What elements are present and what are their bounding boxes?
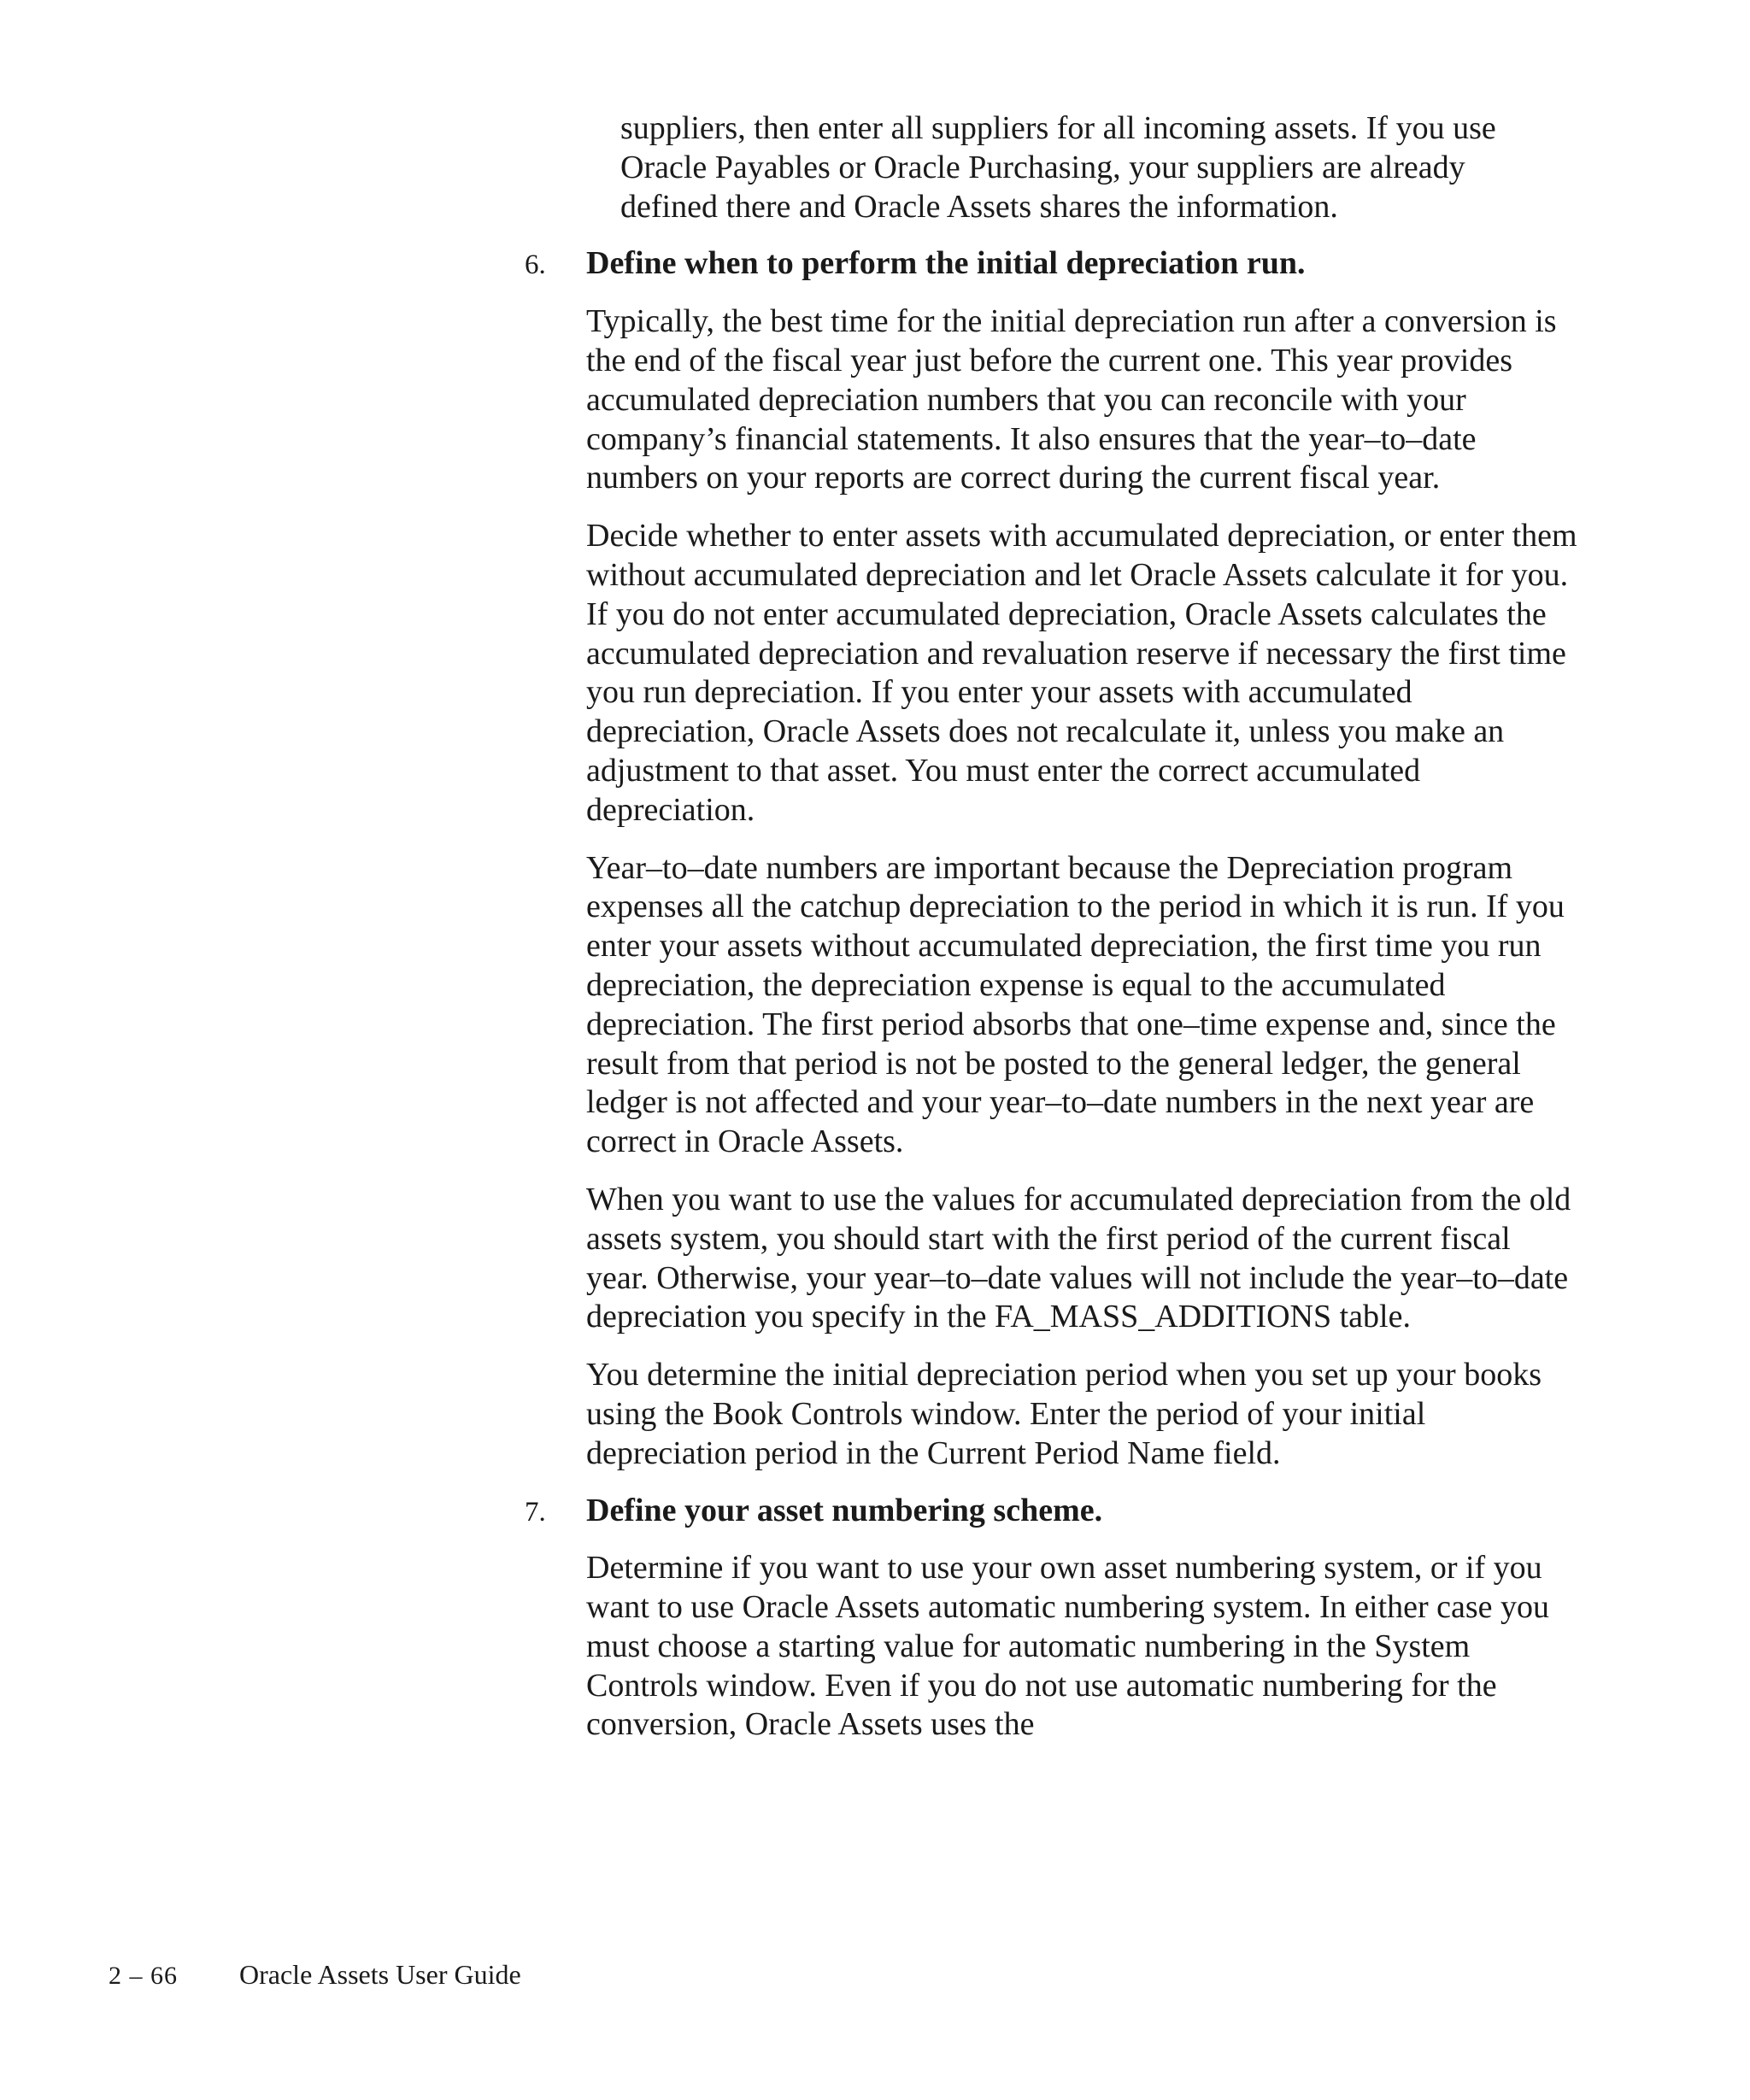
step-6-paragraph-5: You determine the initial depreciation period when you set up your books using the Book Controls window. Enter the period of your initial depreciation period in the Current Period Name field. (586, 1357, 1542, 1471)
step-6-heading (525, 244, 1576, 284)
continuation-paragraph: suppliers, then enter all suppliers for all incoming assets. If you use Oracle Payables or Oracle Purchasing, your suppliers are already defined there and Oracle Assets shares the information. (620, 110, 1496, 225)
step-6-paragraph-1: Typically, the best time for the initial depreciation run after a conversion is the end of the fiscal year just before the current one. This year provides accumulated depreciation numbers that you can reconcile with your company’s financial statements. It also ensures that the year–to–date numbers on your reports are correct during the current fiscal year. (586, 303, 1557, 496)
step-6-number: 6. (525, 249, 546, 281)
step-7-paragraph-1: Determine if you want to use your own asset numbering system, or if you want to use Oracle Assets automatic numbering system. In either case you must choose a starting value for automatic numbering in the System Controls window. Even if you do not use automatic numbering for the conversion, Oracle Assets uses the (586, 1550, 1550, 1743)
step-6-paragraph-2: Decide whether to enter assets with accumulated depreciation, or enter them without accumulated depreciation and let Oracle Assets calculate it for you. If you do not enter accumulated depreciation, Oracle Assets calculates the accumulated depreciation and revaluation reserve if necessary the first time you run depreciation. If you enter your assets with accumulated depreciation, Oracle Assets does not recalculate it, unless you make an adjustment to that asset. You must enter the correct accumulated depreciation. (586, 518, 1577, 828)
guide-title: Oracle Assets User Guide (239, 1959, 521, 1990)
step-7-number: 7. (525, 1496, 546, 1528)
step-7-heading (525, 1492, 1576, 1531)
step-6-paragraph-4: When you want to use the values for accumulated depreciation from the old assets system, you should start with the first period of the current fiscal year. Otherwise, your year–to–date values will not include the year–to–date depreciation you specify in the FA_MASS_ADDITIONS table. (586, 1181, 1571, 1335)
page-number: 2 – 66 (109, 1962, 178, 1990)
page-footer (109, 1959, 521, 1991)
step-7-title: Define your asset numbering scheme. (586, 1492, 1103, 1528)
step-6-title: Define when to perform the initial depreciation run. (586, 245, 1306, 282)
step-6-paragraph-3: Year–to–date numbers are important because the Depreciation program expenses all the catchup depreciation to the period in which it is run. If you enter your assets without accumulated depreciation, the first time you run depreciation, the depreciation expense is equal to the accumulated depreciation. The first period absorbs that one–time expense and, since the result from that period is not be posted to the general ledger, the general ledger is not affected and your year–to–date numbers in the next year are correct in Oracle Assets. (586, 849, 1565, 1160)
main-content (525, 109, 1576, 1745)
